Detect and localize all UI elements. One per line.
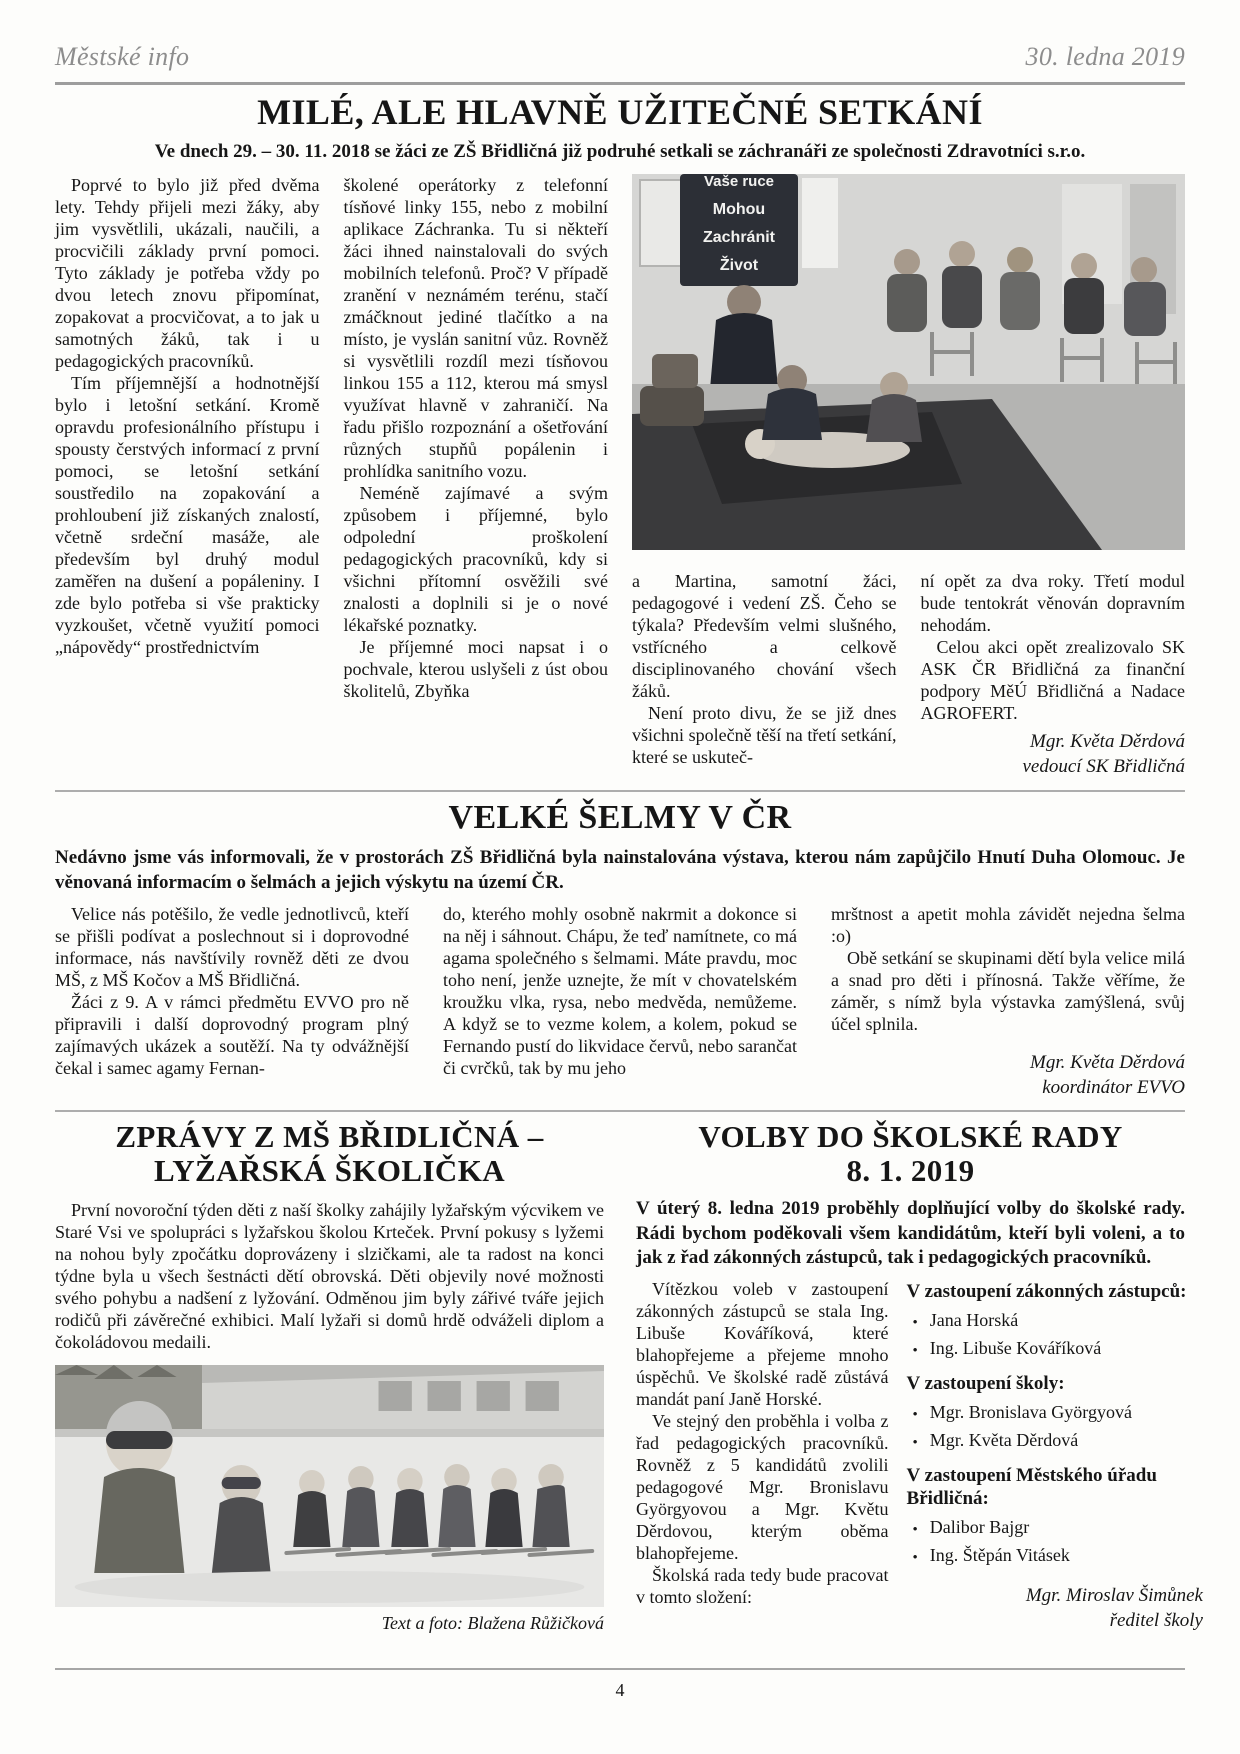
bullet-icon — [907, 1544, 918, 1567]
first-aid-training-photo — [632, 174, 1185, 550]
article1-signature — [921, 730, 1186, 779]
article1-column-4 — [921, 570, 1186, 779]
photo-slogan-line1: Vaše ruce — [703, 174, 775, 191]
paragraph: První novoroční týden děti z naší školky zahájily lyžařským výcvikem ve Staré Vsi ve spolupráci s lyžařskou školou Krteček. První pokusy s lyžemi na nohou byly zpočátku doprovázeny i slzičkami, ale ta radost na konci týdne byla u všech šestnácti dětí obrovská. Děti objevily nové možnosti svého pohybu a nadšení z lyžování. Odměnou jim byly zářivé tváře jejich rodičů při závěrečné exhibici. Malí lyžaři si domů hrdě odváželi diplom a čokoládovou medaili. — [55, 1200, 604, 1353]
member-name: Ing. Libuše Kováříková — [929, 1338, 1102, 1359]
signature-name: Mgr. Miroslav Šimůnek — [1025, 1585, 1203, 1607]
member-name: Jana Horská — [929, 1310, 1019, 1331]
article-school-board-elections — [636, 1119, 1203, 1634]
article4-signature — [907, 1584, 1203, 1633]
issue-date: 30. ledna 2019 — [1025, 42, 1185, 71]
photo-caption: Text a foto: Blažena Růžičková — [381, 1613, 604, 1634]
paragraph: školené operátorky z telefonní tísňové linky 155, nebo z mobilní aplikace Záchranka. Tu si někteří žáci ihned nainstalovali do svých mobilních telefonů. Proč? V případě zranění v neznámém terénu, stačí zmáčknout jediné tlačítko a na místo, je vyslán sanitní vůz. Rovněž si vysvětlili rozdíl mezi tísňovou linkou 155 a 112, kterou má smysl využívat hlavně v zahraničí. Na řadu přišlo rozpoznání a ošetřování různých stupňů popálenin i prohlídka sanitního vozu. — [343, 175, 608, 482]
article2-column-2 — [443, 903, 797, 1100]
bottom-section — [55, 1119, 1203, 1634]
member-list — [907, 1309, 1203, 1360]
article-ski-school — [55, 1120, 604, 1634]
article3-title-line1: ZPRÁVY Z MŠ BŘIDLIČNÁ – — [115, 1119, 544, 1155]
paragraph: mrštnost a apetit mohla závidět nejedna šelma :o) — [831, 903, 1185, 946]
list-item — [907, 1309, 1203, 1332]
list-item — [907, 1337, 1203, 1360]
signature-role: vedoucí SK Břidličná — [1022, 755, 1185, 777]
article4-text-column — [636, 1278, 889, 1634]
paragraph: a Martina, samotní žáci, pedagogové i vedení ZŠ. Čeho se týkala? Především velmi slušného, vstřícného a celkově disciplinovaného chování všech žáků. — [632, 571, 897, 702]
list-item — [907, 1429, 1203, 1452]
page-number: 4 — [615, 1680, 625, 1700]
first-aid-training-photo-art — [632, 174, 1185, 550]
group-heading: V zastoupení školy: — [906, 1372, 1065, 1394]
article4-title-line2: 8. 1. 2019 — [846, 1152, 975, 1188]
ski-school-photo — [55, 1365, 604, 1607]
bullet-icon — [907, 1337, 918, 1360]
member-list — [907, 1516, 1203, 1567]
section-divider-2 — [55, 1110, 1185, 1112]
paragraph: Je příjemné moci napsat i o pochvale, kterou uslyšeli z úst obou školitelů, Zbyňka — [343, 637, 608, 702]
article2-columns — [55, 903, 1185, 1100]
signature-name: Mgr. Květa Děrdová — [1030, 731, 1185, 753]
article3-title-line2: LYŽAŘSKÁ ŠKOLIČKA — [153, 1152, 506, 1188]
section-divider-1 — [55, 790, 1185, 792]
signature-role: ředitel školy — [1109, 1610, 1203, 1632]
list-item — [907, 1544, 1203, 1567]
list-item — [907, 1516, 1203, 1539]
paragraph: Není proto divu, že se již dnes všichni společně těší na třetí setkání, které se uskuteč- — [632, 703, 897, 768]
paragraph: Poprvé to bylo již před dvěma lety. Tehdy přijeli mezi žáky, aby jim vysvětlili, ukázali, naučili, a procvičili základy první pomoci. Tyto základy je potřeba vždy po dvou letech znovu připomínat, zopakovat a procvičovat, a to jak u samotných žáků, tak i u pedagogických pracovníků. — [55, 175, 320, 372]
bullet-icon — [907, 1516, 918, 1539]
bullet-icon — [907, 1309, 918, 1332]
bullet-icon — [907, 1401, 918, 1424]
member-name: Mgr. Květa Děrdová — [929, 1429, 1079, 1450]
photo-slogan-line3: Zachránit — [702, 229, 776, 247]
member-name: Mgr. Bronislava Györgyová — [929, 1402, 1132, 1422]
paragraph: ní opět za dva roky. Třetí modul bude tentokrát věnován dopravním nehodám. — [920, 571, 1185, 636]
article1-title: MILÉ, ALE HLAVNĚ UŽITEČNÉ SETKÁNÍ — [257, 92, 983, 132]
masthead — [55, 42, 1185, 72]
article2-column-3 — [831, 903, 1185, 1100]
article2-signature — [831, 1051, 1185, 1100]
group-heading: V zastoupení zákonných zástupců: — [906, 1281, 1187, 1303]
paragraph: Žáci z 9. A v rámci předmětu EVVO pro ně připravili i další doprovodný program plný zajímavých ukázek a soutěží. Na ty odvážnější čekal i samec agamy Fernan- — [55, 991, 409, 1078]
masthead-rule — [55, 82, 1185, 85]
member-name: Ing. Štěpán Vitásek — [929, 1544, 1070, 1565]
article4-list-column — [907, 1278, 1203, 1634]
paragraph: Obě setkání se skupinami dětí byla velice milá a snad pro děti i přínosná. Takže věříme, že záměr, s nímž byla výstavka zamýšlená, svůj účel splnila. — [831, 947, 1185, 1034]
member-list — [907, 1401, 1203, 1452]
bullet-icon — [907, 1429, 918, 1452]
article1-column-2 — [344, 174, 609, 779]
paragraph: Vítězkou voleb v zastoupení zákonných zástupců se stala Ing. Libuše Kováříková, které blahopřejeme a přejeme mnoho úspěchů. Ve školské radě zůstává mandát paní Janě Horské. — [636, 1279, 889, 1410]
signature-role: koordinátor EVVO — [1042, 1076, 1185, 1098]
paragraph: Velice nás potěšilo, že vedle jednotlivců, kteří se přišli podívat a poslechnout si i doprovodné informace, nás navštívily rovněž děti ze dvou MŠ, z MŠ Kočov a MŠ Břidličná. — [55, 903, 409, 990]
paragraph: Celou akci opět zrealizovalo SK ASK ČR Břidličná za finanční podpory MěÚ Břidličná a Nadace AGROFERT. — [920, 637, 1185, 724]
article4-lead: V úterý 8. ledna 2019 proběhly doplňující volby do školské rady. Rádi bychom poděkovali všem kandidátům, kteří byli voleni, a to jak z řad zákonných zástupců, tak i pedagogických pracovníků. — [636, 1198, 1185, 1268]
page-footer — [55, 1668, 1185, 1701]
publication-title: Městské info — [55, 42, 190, 71]
article-first-aid-meeting — [55, 93, 1185, 780]
article1-lead: Ve dnech 29. – 30. 11. 2018 se žáci ze ZŠ Břidličná již podruhé setkali se záchranáři ze společnosti Zdravotníci s.r.o. — [154, 140, 1086, 162]
article2-title: VELKÉ ŠELMY V ČR — [448, 798, 792, 836]
article4-columns — [636, 1278, 1203, 1634]
article2-lead: Nedávno jsme vás informovali, že v prostorách ZŠ Břidličná byla nainstalována výstava, kterou nám zapůjčilo Hnutí Duha Olomouc. Je věnovaná informacím o šelmách a jejich výskytu na území ČR. — [55, 847, 1185, 893]
paragraph: Školská rada tedy bude pracovat v tomto složení: — [636, 1565, 889, 1608]
signature-name: Mgr. Květa Děrdová — [1030, 1051, 1185, 1073]
article1-column-3 — [632, 570, 897, 779]
article3-body — [55, 1199, 604, 1353]
footer-rule — [55, 1668, 1185, 1670]
article1-column-1 — [55, 174, 320, 779]
article4-title-line1: VOLBY DO ŠKOLSKÉ RADY — [698, 1119, 1123, 1155]
paragraph: do, kterého mohly osobně nakrmit a dokonce si na něj i sáhnout. Chápu, že teď namítnete, co má agama společného s šelmami. Máte pravdu, moc toho není, jenže uznejte, že mít v chovatelském kroužku vlka, rysa, nebo medvěda, nemůžeme. A když se to vezme kolem, a kolem, pokud se Fernando pustí do likvidace červů, nebo sarančat či cvrčků, tak by mu jeho — [443, 903, 797, 1078]
article1-columns — [55, 174, 1185, 779]
member-name: Dalibor Bajgr — [929, 1516, 1030, 1537]
paragraph: Ve stejný den proběhla i volba z řad pedagogických pracovníků. Rovněž z 5 kandidátů zvolili pedagogové Mgr. Bronislavu Györgyovou a Mgr. Květu Děrdovou, kterým oběma blahopřejeme. — [636, 1411, 889, 1564]
paragraph: Neméně zajímavé a svým způsobem i příjemné, bylo odpolední proškolení pedagogických pracovníků, kdy si všichni přítomní osvěžili své znalosti a doplnili si je o nové lékařské poznatky. — [343, 483, 608, 636]
article-large-carnivores — [55, 800, 1185, 1101]
paragraph: Tím příjemnější a hodnotnější bylo i letošní setkání. Kromě opravdu profesionálního přístupu i spousty čerstvých informací z první pomoci, se letošní setkání soustředilo na zopakování a prohloubení již získaných znalostí, včetně srdeční masáže, ale především byl druhý modul zaměřen na dušení a popáleniny. I zde bylo potřeba si vše prakticky vyzkoušet, včetně využití pomoci „nápovědy“ prostřednictvím — [55, 373, 320, 658]
list-item — [907, 1401, 1203, 1424]
photo-slogan-line4: Život — [719, 257, 759, 275]
article2-column-1 — [55, 903, 409, 1100]
photo-slogan-line2: Mohou — [712, 201, 766, 219]
ski-school-photo-art — [55, 1365, 604, 1607]
group-heading: V zastoupení Městského úřadu Břidličná: — [906, 1464, 1157, 1509]
